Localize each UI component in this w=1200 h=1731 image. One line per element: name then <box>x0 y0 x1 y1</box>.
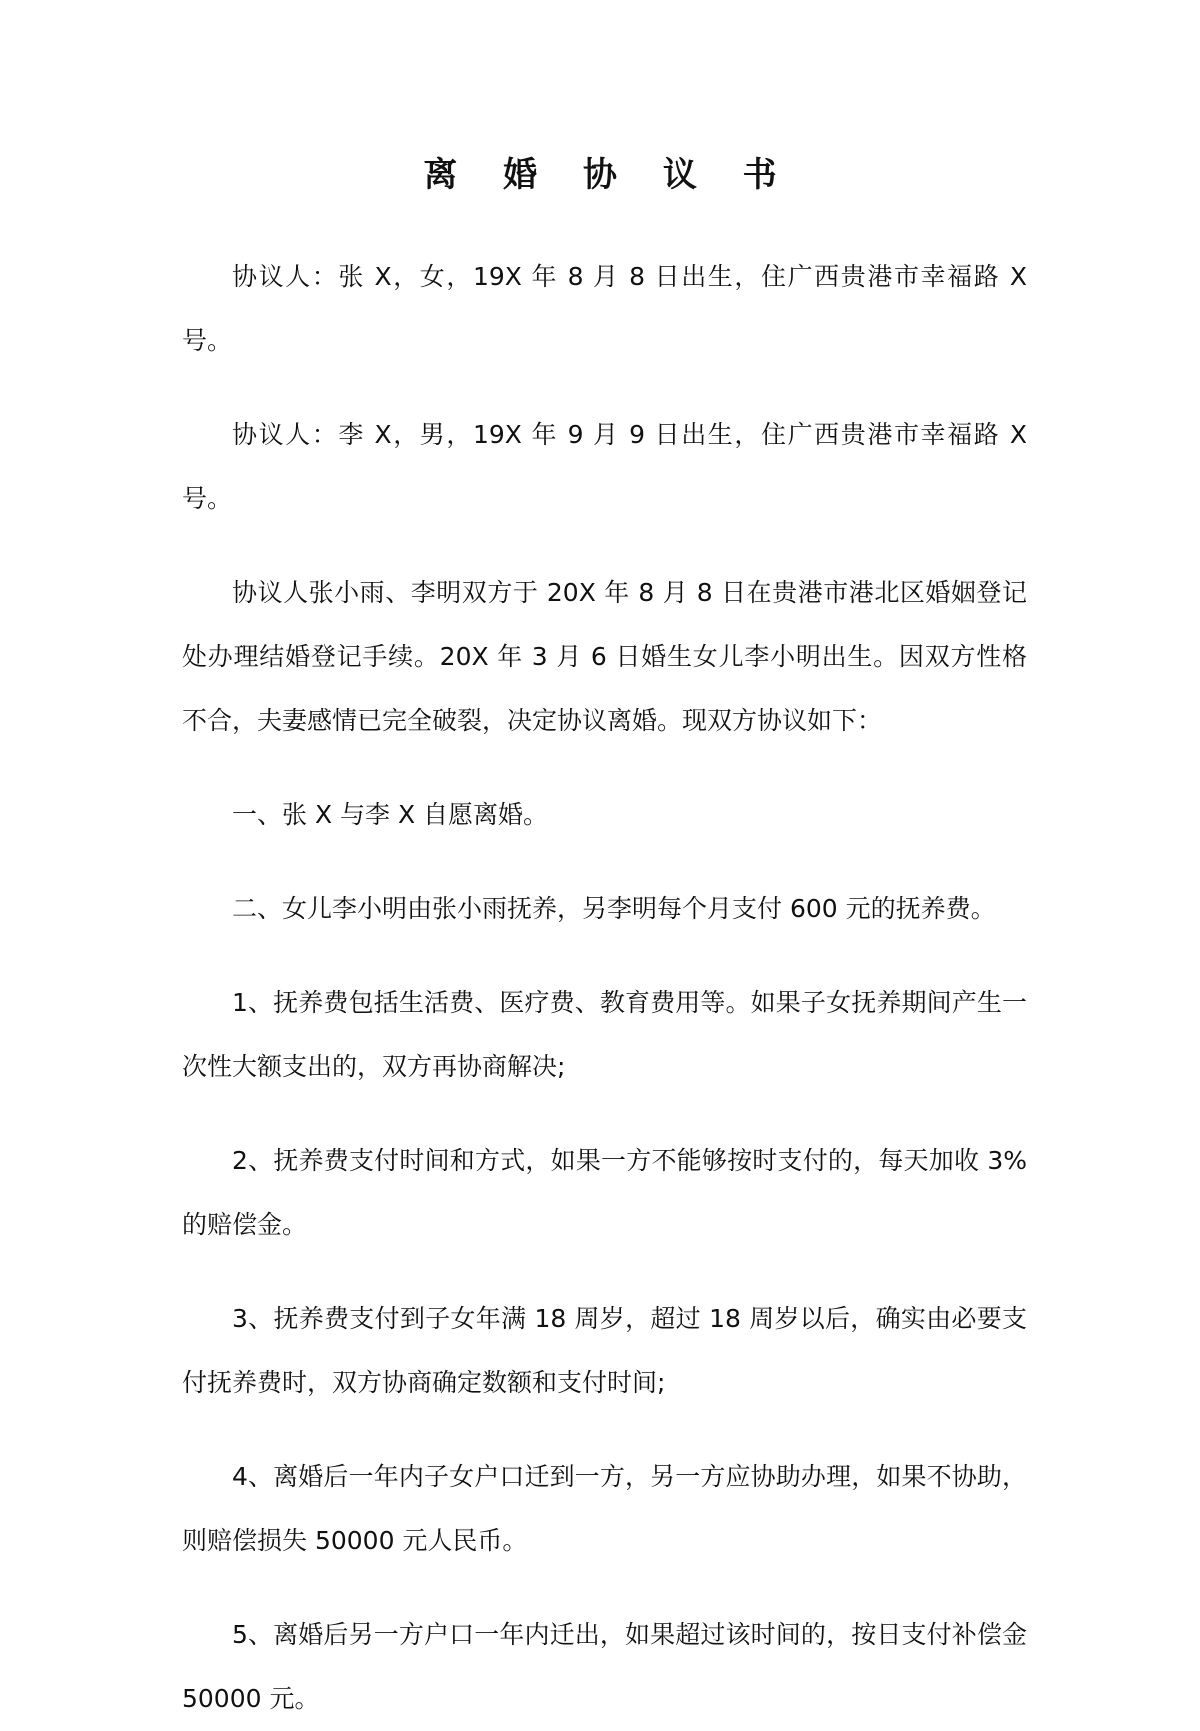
subclause-3-paragraph: 3、抚养费支付到子女年满 18 周岁，超过 18 周岁以后，确实由必要支付抚养费时，双方协商确定数额和支付时间; <box>182 1304 1027 1397</box>
subclause-5-paragraph: 5、离婚后另一方户口一年内迁出，如果超过该时间的，按日支付补偿金 50000 元。 <box>182 1620 1027 1713</box>
background-paragraph: 协议人张小雨、李明双方于 20X 年 8 月 8 日在贵港市港北区婚姻登记处办理结婚登记手续。20X 年 3 月 6 日婚生女儿李小明出生。因双方性格不合，夫妻感情已完全破裂，决定协议离婚。现双方协议如下： <box>182 578 1027 735</box>
clause-2-paragraph: 二、女儿李小明由张小雨抚养，另李明每个月支付 600 元的抚养费。 <box>232 894 996 923</box>
document-title: 离 婚 协 议 书 <box>423 155 794 195</box>
subclause-4-paragraph: 4、离婚后一年内子女户口迁到一方，另一方应协助办理，如果不协助，则赔偿损失 50000 元人民币。 <box>182 1462 1027 1555</box>
party-2-paragraph: 协议人：李 X，男，19X 年 9 月 9 日出生，住广西贵港市幸福路 X 号。 <box>182 420 1027 513</box>
party-1-paragraph: 协议人：张 X，女，19X 年 8 月 8 日出生，住广西贵港市幸福路 X 号。 <box>182 262 1027 355</box>
document-body <box>182 245 1027 1731</box>
subclause-2-paragraph: 2、抚养费支付时间和方式，如果一方不能够按时支付的，每天加收 3%的赔偿金。 <box>182 1146 1027 1239</box>
clause-1-paragraph: 一、张 X 与李 X 自愿离婚。 <box>232 800 549 829</box>
subclause-1-paragraph: 1、抚养费包括生活费、医疗费、教育费用等。如果子女抚养期间产生一次性大额支出的，双方再协商解决; <box>182 988 1027 1081</box>
